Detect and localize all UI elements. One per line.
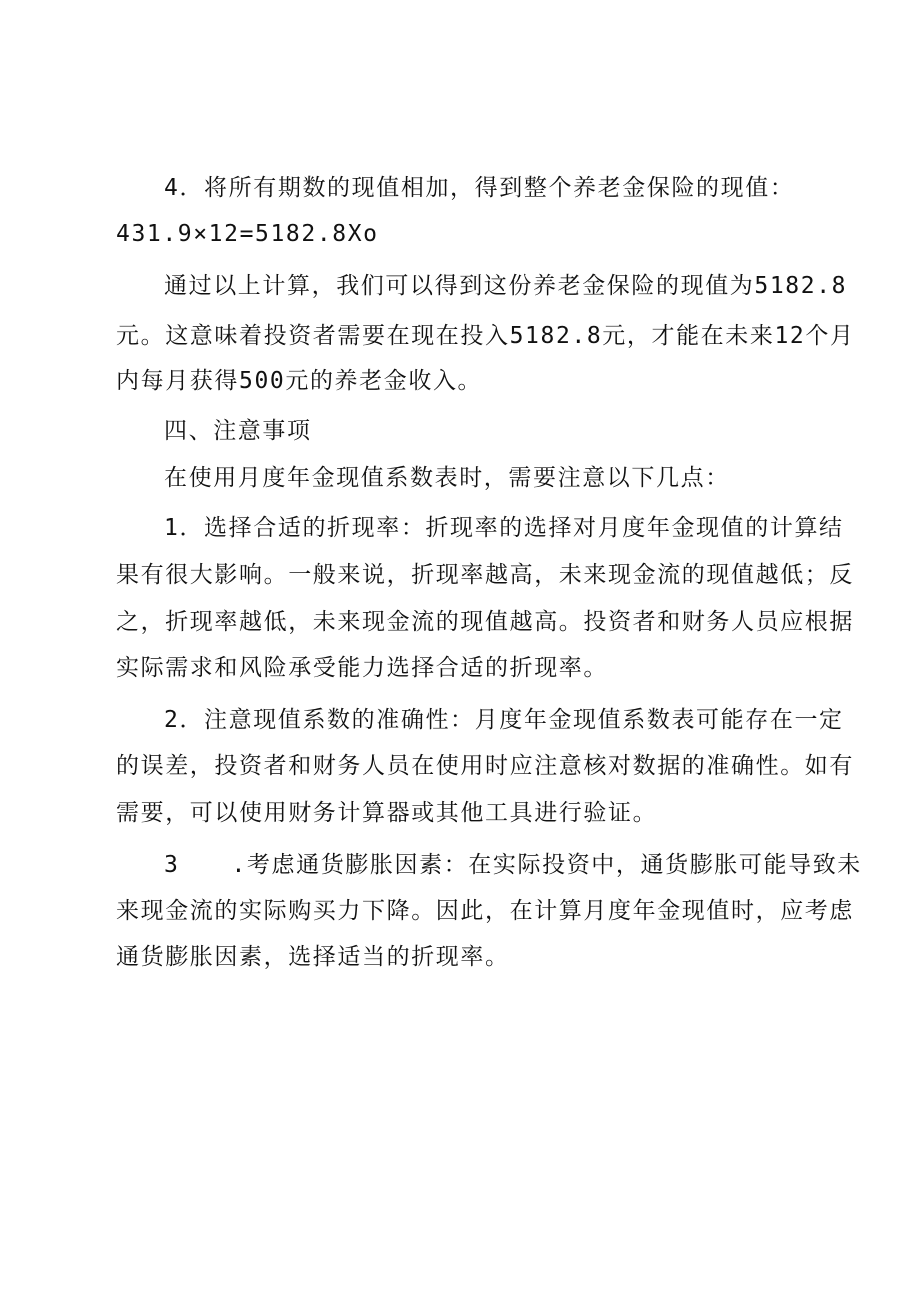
paragraph-line: 之，折现率越低，未来现金流的现值越高。投资者和财务人员应根据 [116,609,854,635]
item-text: .考虑通货膨胀因素：在实际投资中，通货膨胀可能导致未 [231,852,862,878]
item-number: 3 [164,852,180,878]
paragraph-line: 通过以上计算，我们可以得到这份养老金保险的现值为5182.8 [164,273,848,299]
paragraph-line: 的误差，投资者和财务人员在使用时应注意核对数据的准确性。如有 [116,753,854,779]
paragraph-line: 内每月获得500元的养老金收入。 [116,368,483,394]
paragraph-line: 通货膨胀因素，选择适当的折现率。 [116,944,510,970]
paragraph-line: 1．选择合适的折现率：折现率的选择对月度年金现值的计算结 [164,515,844,541]
paragraph-line: 果有很大影响。一般来说，折现率越高，未来现金流的现值越低；反 [116,562,854,588]
paragraph-line: 需要，可以使用财务计算器或其他工具进行验证。 [116,800,658,826]
paragraph-line: 实际需求和风险承受能力选择合适的折现率。 [116,655,608,681]
paragraph-line: 431.9×12=5182.8Xo [116,221,379,247]
paragraph-line: 4．将所有期数的现值相加，得到整个养老金保险的现值： [164,175,795,201]
paragraph-line: 在使用月度年金现值系数表时，需要注意以下几点： [164,465,730,491]
paragraph-line: 2．注意现值系数的准确性：月度年金现值系数表可能存在一定 [164,707,844,733]
section-heading: 四、注意事项 [164,418,312,444]
paragraph-line [164,850,864,880]
paragraph-line: 来现金流的实际购买力下降。因此，在计算月度年金现值时，应考虑 [116,898,854,924]
paragraph-line: 元。这意味着投资者需要在现在投入5182.8元，才能在未来12个月 [116,323,855,349]
